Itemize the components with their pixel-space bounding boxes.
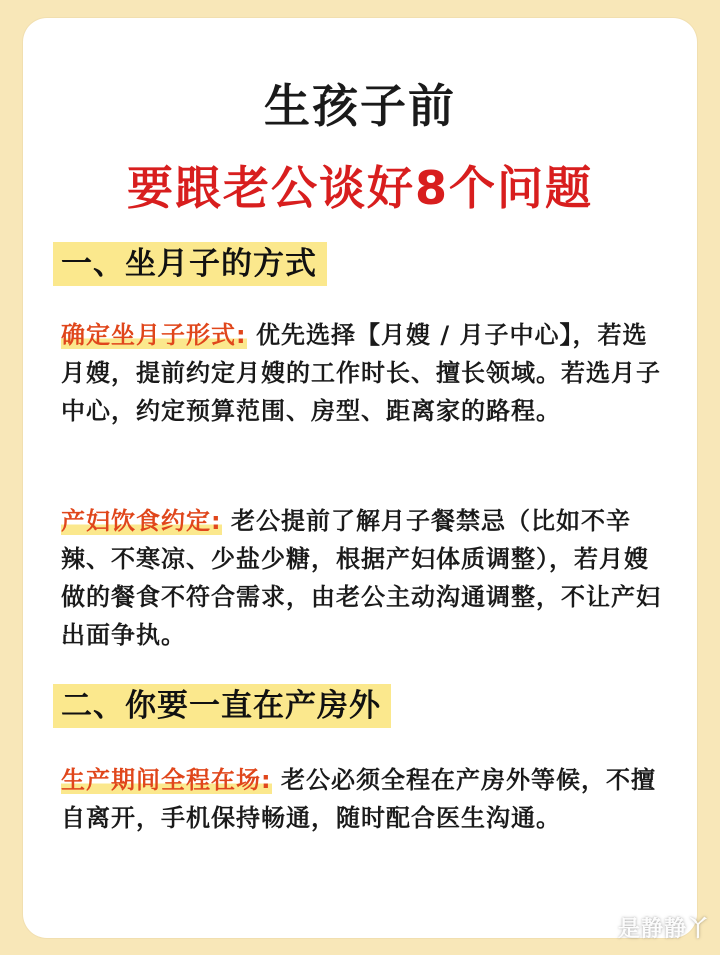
paragraph-label: 产妇饮食约定: (61, 507, 222, 535)
section-heading-1: 一、坐月子的方式 (53, 242, 327, 286)
section-heading-2: 二、你要一直在产房外 (53, 684, 391, 728)
paragraph-delivery-presence (61, 761, 667, 837)
paragraph-text: 老公必须全程在产房外等候，不擅自离开，手机保持畅通，随时配合医生沟通。 (61, 766, 656, 832)
paragraph-text: 优先选择【月嫂 / 月子中心】，若选月嫂，提前约定月嫂的工作时长、擅长领域。若选月子中心，约定预算范围、房型、距离家的路程。 (61, 321, 661, 425)
paragraph-label: 生产期间全程在场: (61, 766, 272, 794)
paragraph-confinement-form (61, 316, 667, 430)
page-title: 生孩子前 (264, 79, 456, 133)
author-watermark: 是静静丫 (617, 917, 710, 942)
paragraph-diet-agreement (61, 502, 667, 654)
page-subtitle: 要跟老公谈好8个问题 (126, 161, 593, 215)
content-card (23, 18, 697, 938)
paragraph-text: 老公提前了解月子餐禁忌（比如不辛辣、不寒凉、少盐少糖，根据产妇体质调整），若月嫂做的餐食不符合需求，由老公主动沟通调整，不让产妇出面争执。 (61, 507, 661, 649)
paragraph-label: 确定坐月子形式: (61, 321, 247, 349)
